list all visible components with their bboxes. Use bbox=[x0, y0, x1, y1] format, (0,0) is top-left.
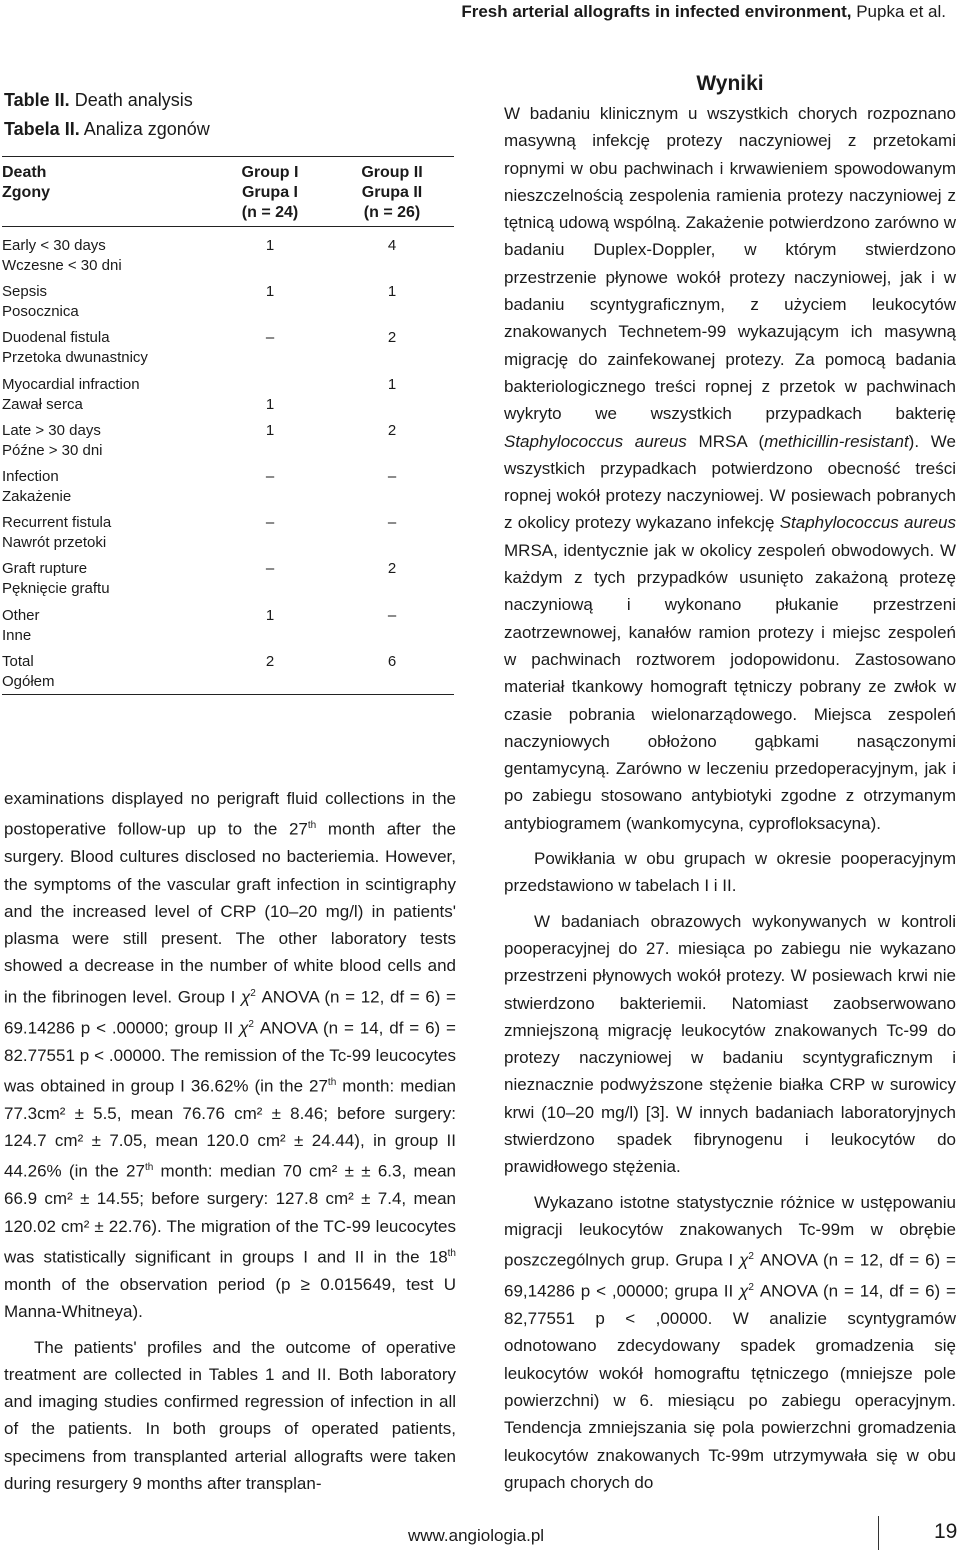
table-row-label: Total Ogółem bbox=[2, 652, 55, 690]
table-cell-group2: 2 bbox=[387, 421, 397, 439]
table-cell-group2: 1 bbox=[387, 375, 397, 393]
table-cell-group1: 1 bbox=[265, 606, 275, 624]
table-cell-group1: – bbox=[265, 329, 275, 347]
table-row-label: Recurrent fistula Nawrót przetoki bbox=[2, 514, 112, 552]
running-head-title: Fresh arterial allografts in infected environment, bbox=[461, 2, 857, 21]
table-caption-pl-text: Analiza zgonów bbox=[79, 119, 210, 139]
table-row-label: Infection Zakażenie bbox=[2, 468, 72, 505]
table-top-rule bbox=[2, 156, 454, 157]
table-row-label: Late > 30 days Późne > 30 dni bbox=[2, 421, 103, 459]
table-row-label: Graft rupture Pęknięcie graftu bbox=[2, 560, 110, 598]
table-row-label: Early < 30 days Wczesne < 30 dni bbox=[2, 237, 122, 274]
page-number-divider bbox=[878, 1516, 879, 1550]
table-cell-group2: 4 bbox=[387, 237, 397, 254]
table-row-label: Sepsis Posocznica bbox=[2, 283, 79, 321]
right-column bbox=[504, 100, 956, 1496]
right-paragraph-2: Powikłania w obu grupach w okresie pooperacyjnym przedstawiono w tabelach I i II. bbox=[504, 849, 956, 896]
table-bottom-rule bbox=[2, 694, 454, 695]
table-cell-group2: 2 bbox=[387, 329, 397, 347]
running-head-authors: Pupka et al. bbox=[856, 2, 946, 21]
table-cell-group1: 2 bbox=[265, 652, 275, 670]
table-cell-group2: – bbox=[387, 468, 397, 485]
table-cell-group1: – bbox=[265, 514, 275, 532]
table-caption-en-label: Table II. bbox=[4, 90, 70, 110]
table-cell-group1: 1 bbox=[265, 395, 275, 413]
table-header-group2: Group II Grupa II (n = 26) bbox=[361, 164, 423, 221]
table-row-label: Other Inne bbox=[2, 606, 40, 644]
table-cell-group1: – bbox=[265, 560, 275, 578]
left-column bbox=[4, 785, 456, 1497]
table-cell-group2: – bbox=[387, 514, 397, 532]
left-paragraph-1: examinations displayed no perigraft fluid collections in the postoperative follow-up up to the 27th month after the surgery. Blood cultures disclosed no bacteriemia. However, the symptoms of the vascular graft infection in scintigraphy and the increased level of CRP (10–20 mg/l) in patients' plasma were still present. The other laboratory tests showed a decrease in the number of white blood cells and in the fibrinogen level. Group I $\chi^2$ ANOVA (n = 12, df = 6) = 69.14286 p < .00000; group II $\chi^2$ ANOVA (n = 14, df = 6) = 82.77551 p < .00000. The remission of the Tc-99 leucocytes was obtained in group I 36.62% (in the 27th month: median 77.3cm² ± 5.5, mean 76.76 cm² ± 8.46; before surgery: 124.7 cm² ± 7.05, mean 120.0 cm² ± 24.44), in group II 44.26% (in the 27th month: median 70 cm² ± ± 6.3, mean 66.9 cm² ± 14.55; before surgery: 127.8 cm² ± 7.4, mean 120.02 cm² ± 22.76). The migration of the TC-99 leucocytes was statistically significant in groups I and II in the 18th month of the observation period (p ≥ 0.015649, test U Manna-Whitneya). bbox=[4, 789, 456, 1322]
table-header-rule bbox=[2, 226, 454, 227]
left-paragraph-2: The patients' profiles and the outcome of operative treatment are collected in Tables 1 and II. Both laboratory and imaging studies confirmed regression of infection in all of the patients. In both groups of operated patients, specimens from transplanted arterial allografts were taken during resurgery 9 months after transplan- bbox=[4, 1337, 456, 1494]
page-number: 19 bbox=[934, 1520, 958, 1543]
table-header-death: Death Zgony bbox=[2, 164, 50, 201]
table-row-label: Duodenal fistula Przetoka dwunastnicy bbox=[2, 329, 148, 367]
table-caption-en-text: Death analysis bbox=[69, 90, 193, 110]
table-cell-group2: 1 bbox=[387, 283, 397, 301]
table-row-label: Myocardial infraction Zawał serca bbox=[2, 375, 140, 413]
table-cell-group1: – bbox=[265, 468, 275, 485]
table-cell-group1: 1 bbox=[265, 237, 275, 254]
right-paragraph-4: Wykazano istotne statystycznie różnice w ustępowaniu migracji leukocytów znakowanych Tc-99m w obrębie poszczególnych grup. Grupa I $\chi^2$ ANOVA (n = 12, df = 6) = 69,14286 p < ,00000; grupa II $\chi^2$ ANOVA (n = 14, df = 6) = 82,77551 p < ,00000. W analizie scyntygramów odnotowano zdecydowany spadek gromadzenia się leukocytów wokół homograftu tętniczego (mniejsze pole powierzchni) w 6. miesiącu po zabiegu operacyjnym. Tendencja zmniejszania się pola powierzchni gromadzenia leukocytów znakowanych Tc-99m utrzymywała się w obu grupach chorych do bbox=[504, 1192, 956, 1492]
table-cell-group1: 1 bbox=[265, 421, 275, 439]
footer-url: www.angiologia.pl bbox=[408, 1526, 545, 1545]
table-cell-group1: 1 bbox=[265, 283, 275, 301]
right-paragraph-1: W badaniu klinicznym u wszystkich chorych rozpoznano masywną infekcję protezy naczyniowej z przetokami ropnymi w obu pachwinach i krwawieniem spowodowanym nieszczelnością zespolenia ramienia protezy naczyniowej z tętnicą udową wspólną. Zakażenie potwierdzono zarówno w badaniu Duplex-Doppler, w którym stwierdzono przestrzenie płynowe wokół protezy naczyniowej, jak i w badaniu scyntygraficznym, z użyciem leukocytów znakowanych Technetem-99 wykazującym ich masywną migrację do zainfekowanej protezy. Za pomocą badania bakteriologicznego treści ropnej z przetok w pachwinach wykryto we wszystkich przypadkach bakterię Staphylococcus aureus MRSA (methicillin-resistant). We wszystkich przypadkach potwierdzono obecność treści ropnej wokół protezy naczyniowej. W posiewach pobranych z okolicy protezy wykazano infekcję Staphylococcus aureus MRSA, identycznie jak w okolicy zespoleń obwodowych. W każdym z tych przypadków usunięto zakażoną protezę naczyniową i wykonano płukanie przestrzeni zaotrzewnowej, kanałów ramion protezy i miejsc zespoleń w pachwinach roztworem jodopowidonu. Zastosowano materiał tkankowy homograft tętniczy pobrany ze zwłok w czasie pobrania wielonarządowego. Miejsca zespoleń naczyniowych obłożono gąbkami nasączonymi gentamycyną. Zarówno w leczeniu przedoperacyjnym, jak i po zabiegu stosowano antybiotyki zgodne z otrzymanym antybiogramem (wankomycyna, cyprofloksacyna). bbox=[504, 104, 956, 833]
table-caption-pl-label: Tabela II. bbox=[4, 119, 80, 139]
table-cell-group2: 6 bbox=[387, 652, 397, 670]
table-caption bbox=[4, 86, 210, 144]
table-cell-group2: – bbox=[387, 606, 397, 624]
running-head bbox=[461, 2, 946, 22]
table-cell-group2: 2 bbox=[387, 560, 397, 578]
right-paragraph-3: W badaniach obrazowych wykonywanych w kontroli pooperacyjnej do 27. miesiąca po zabiegu nie wykazano przestrzeni płynowych wokół protezy. W posiewach krwi nie stwierdzono bakteriemii. Natomiast zaobserwowano zmniejszoną migrację leukocytów znakowanych Tc-99 do protezy naczyniowej w badaniu scyntygraficznym i nieznacznie podwyższone stężenie białka CRP w surowicy krwi (10–20 mg/l) [3]. W innych badaniach laboratoryjnych stwierdzono spadek fibrynogenu i leukocytów do prawidłowego stężenia. bbox=[504, 911, 956, 1177]
section-heading: Wyniki bbox=[696, 72, 764, 95]
table-header-group1: Group I Grupa I (n = 24) bbox=[241, 164, 299, 221]
